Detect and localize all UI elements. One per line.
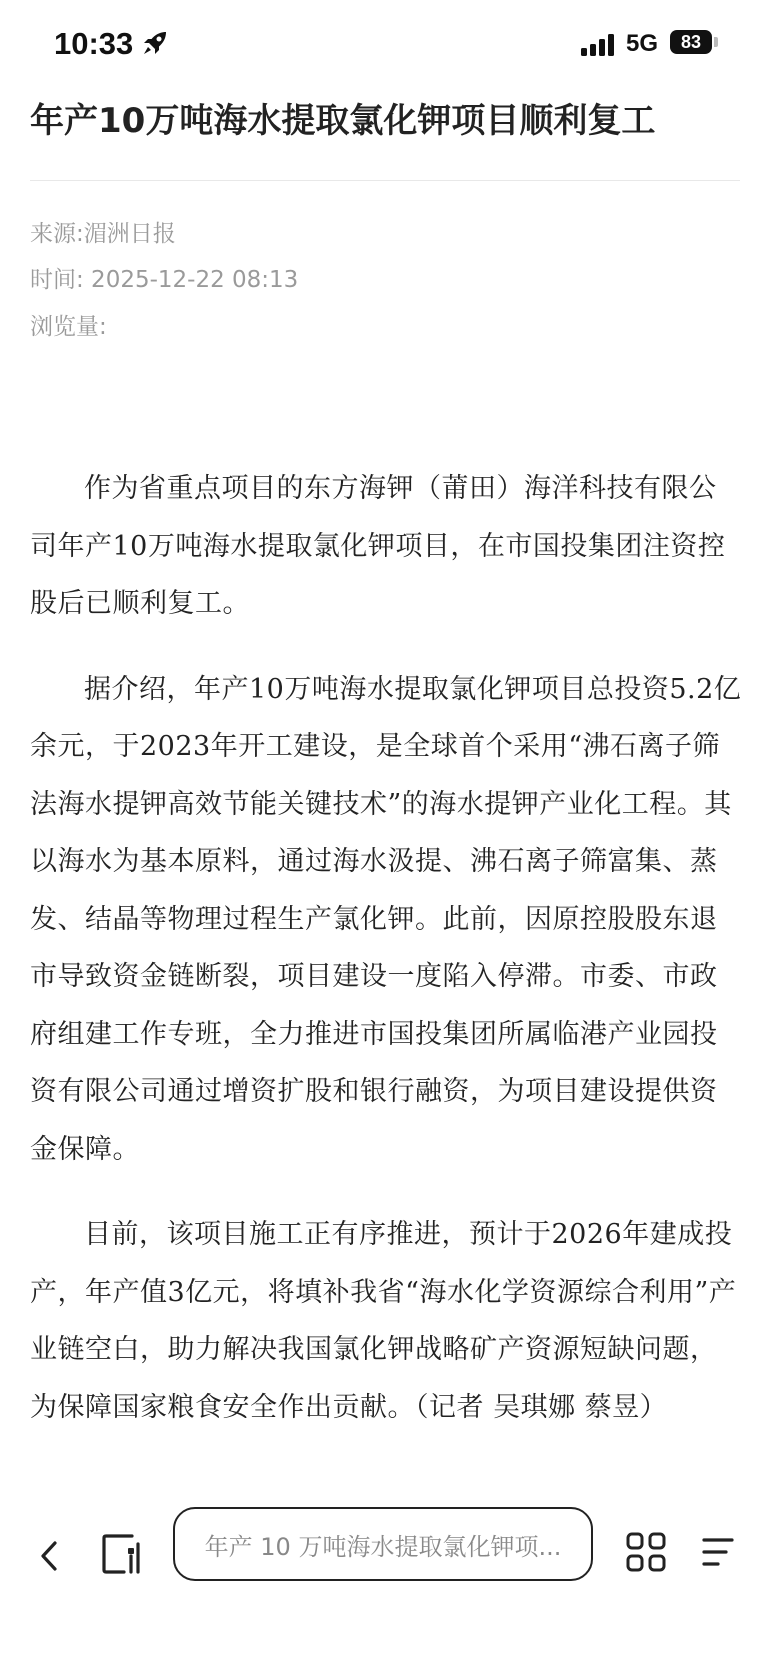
- article-title: 年产10万吨海水提取氯化钾项目顺利复工: [30, 101, 656, 141]
- article-time: 时间: 2025-12-22 08:13: [30, 267, 299, 293]
- battery-indicator: 83: [670, 30, 712, 54]
- article-body: [30, 460, 742, 1464]
- battery-tip: [714, 37, 718, 47]
- article-views: 浏览量:: [30, 314, 107, 340]
- bottom-toolbar: [0, 1500, 768, 1600]
- grid-icon[interactable]: [626, 1532, 666, 1572]
- menu-icon[interactable]: [700, 1534, 736, 1570]
- signal-icon: [581, 34, 617, 56]
- title-divider: [30, 180, 740, 181]
- article-paragraph: 作为省重点项目的东方海钾（莆田）海洋科技有限公司年产10万吨海水提取氯化钾项目，在市国投集团注资控股后已顺利复工。: [30, 473, 726, 619]
- address-bar[interactable]: 年产 10 万吨海水提取氯化钾项...: [173, 1507, 593, 1581]
- article-source: 来源:湄洲日报: [30, 221, 176, 247]
- status-time: 10:33: [54, 26, 134, 61]
- tabs-icon[interactable]: [100, 1532, 144, 1576]
- rocket-icon: [140, 28, 170, 58]
- status-bar: [0, 0, 768, 92]
- chevron-left-icon[interactable]: [32, 1538, 68, 1574]
- article-paragraph: 目前，该项目施工正有序推进，预计于2026年建成投产，年产值3亿元，将填补我省“海水化学资源综合利用”产业链空白，助力解决我国氯化钾战略矿产资源短缺问题，为保障国家粮食安全作出贡献。（记者 吴琪娜 蔡昱）: [30, 1219, 737, 1423]
- article-paragraph: 据介绍，年产10万吨海水提取氯化钾项目总投资5.2亿余元，于2023年开工建设，是全球首个采用“沸石离子筛法海水提钾高效节能关键技术”的海水提钾产业化工程。其以海水为基本原料，通过海水汲提、沸石离子筛富集、蒸发、结晶等物理过程生产氯化钾。此前，因原控股股东退市导致资金链断裂，项目建设一度陷入停滞。市委、市政府组建工作专班，全力推进市国投集团所属临港产业园投资有限公司通过增资扩股和银行融资，为项目建设提供资金保障。: [30, 673, 742, 1165]
- network-label: 5G: [626, 30, 659, 57]
